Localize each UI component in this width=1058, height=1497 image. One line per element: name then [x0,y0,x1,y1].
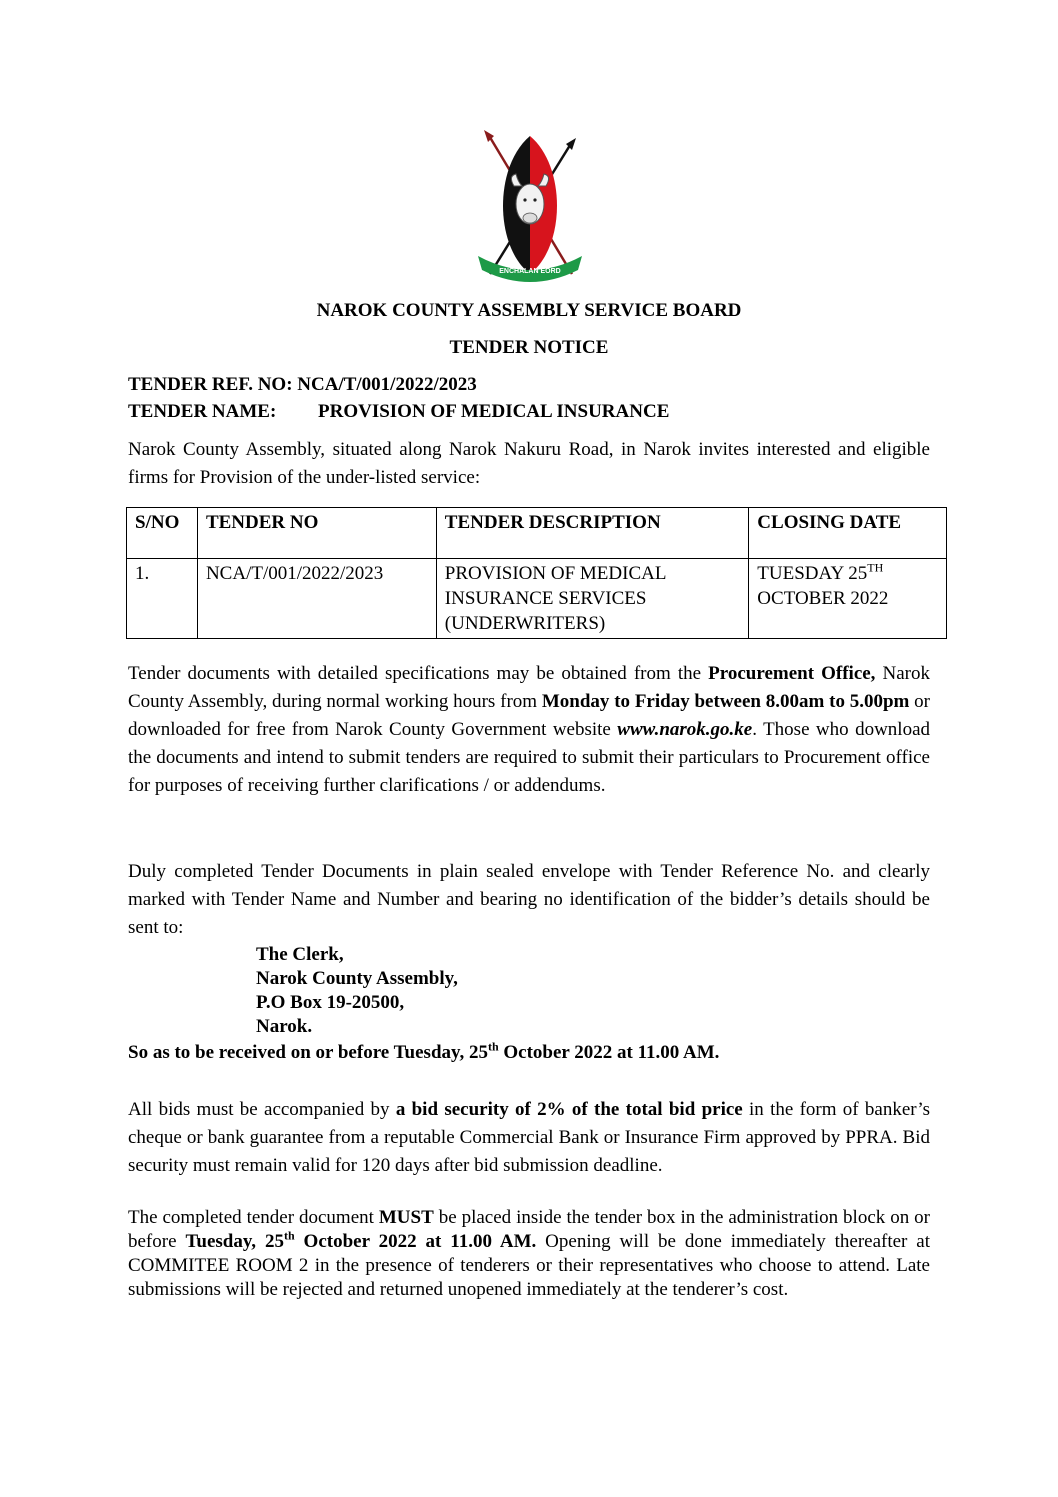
tender-ref-line [128,374,477,396]
deadline-text: October 2022 at 11.00 AM. [498,1042,720,1063]
text-run: The completed tender document [128,1207,379,1228]
deadline-suffix: th [487,1039,499,1054]
table-row [127,559,947,639]
column-header: S/NO [127,508,198,559]
website-link[interactable]: www.narok.go.ke [617,719,753,740]
tender-name-label: TENDER NAME: [128,401,277,422]
address-line: Narok County Assembly, [256,968,458,989]
deadline-text: So as to be received on or before Tuesday, 25 [128,1042,488,1063]
intro-paragraph: Narok County Assembly, situated along Narok Nakuru Road, in Narok invites interested and eligible firms for Provision of the under-listed service: [128,439,930,488]
tender-ref-value: : NCA/T/001/2022/2023 [286,374,477,395]
column-header: CLOSING DATE [749,508,947,559]
date-text: Tuesday, 25 [185,1231,284,1252]
tender-name-line [128,401,669,423]
cell-closing-date [749,559,947,639]
closing-date-month: OCTOBER 2022 [757,588,889,609]
logo-motto: ENCHALAN EORD [499,268,561,275]
column-header: TENDER DESCRIPTION [436,508,749,559]
documents-paragraph [128,660,930,800]
column-header: TENDER NO [197,508,436,559]
text-run: or downloaded for free from Narok County Government website [128,691,931,740]
text-run: All bids must be accompanied by [128,1099,396,1120]
address-line: Narok. [256,1016,313,1037]
placement-paragraph [128,1206,930,1302]
cell-description: PROVISION OF MEDICAL INSURANCE SERVICES (UNDERWRITERS) [436,559,749,639]
tender-name-value: PROVISION OF MEDICAL INSURANCE [318,401,670,422]
text-run: be placed inside the tender box in the administration block on or before [128,1207,930,1252]
text-run: Opening will be done immediately thereafter at COMMITEE ROOM 2 in the presence of tenderers or their representatives who choose to attend. Late submissions will be rejected and returned unopened immediately at the tenderer’s cost. [128,1231,931,1300]
closing-date-suffix: TH [867,560,884,575]
working-hours-text: Monday to Friday between 8.00am to 5.00pm [541,691,910,712]
address-line: P.O Box 19-20500, [256,992,405,1013]
date-suffix: th [283,1228,295,1243]
text-run: Narok County Assembly, during normal working hours from [128,663,930,712]
must-text: MUST [378,1207,434,1228]
address-line: The Clerk, [256,944,344,965]
text-run: . Those who download the documents and intend to submit tenders are required to submit their particulars to Procurement office for purposes of receiving further clarifications / or addendums. [128,719,931,796]
date-text: October 2022 at 11.00 AM. [294,1231,537,1252]
text-run: Tender documents with detailed specifications may be obtained from the [128,663,709,684]
cell-tender-no: NCA/T/001/2022/2023 [197,559,436,639]
bid-security-paragraph [128,1096,930,1180]
county-emblem-logo [474,128,586,288]
address-block [256,943,458,1039]
org-title: NAROK COUNTY ASSEMBLY SERVICE BOARD [316,300,742,321]
tender-ref-label: TENDER REF. NO [128,374,287,395]
procurement-office-text: Procurement Office, [708,663,876,684]
closing-date-day: TUESDAY 25 [757,563,868,584]
text-run: in the form of banker’s cheque or bank guarantee from a reputable Commercial Bank or Insurance Firm approved by PPRA. Bid security must remain valid for 120 days after bid submission deadline. [128,1099,931,1176]
submission-paragraph: Duly completed Tender Documents in plain sealed envelope with Tender Reference No. and clearly marked with Tender Name and Number and bearing no identification of the bidder’s details should be sent to: [128,861,930,938]
notice-title: TENDER NOTICE [449,337,609,358]
cell-sno: 1. [127,559,198,639]
table-header-row [127,508,947,559]
tender-table [126,507,947,639]
deadline-line [128,1039,720,1064]
bid-security-text: a bid security of 2% of the total bid price [395,1099,743,1120]
